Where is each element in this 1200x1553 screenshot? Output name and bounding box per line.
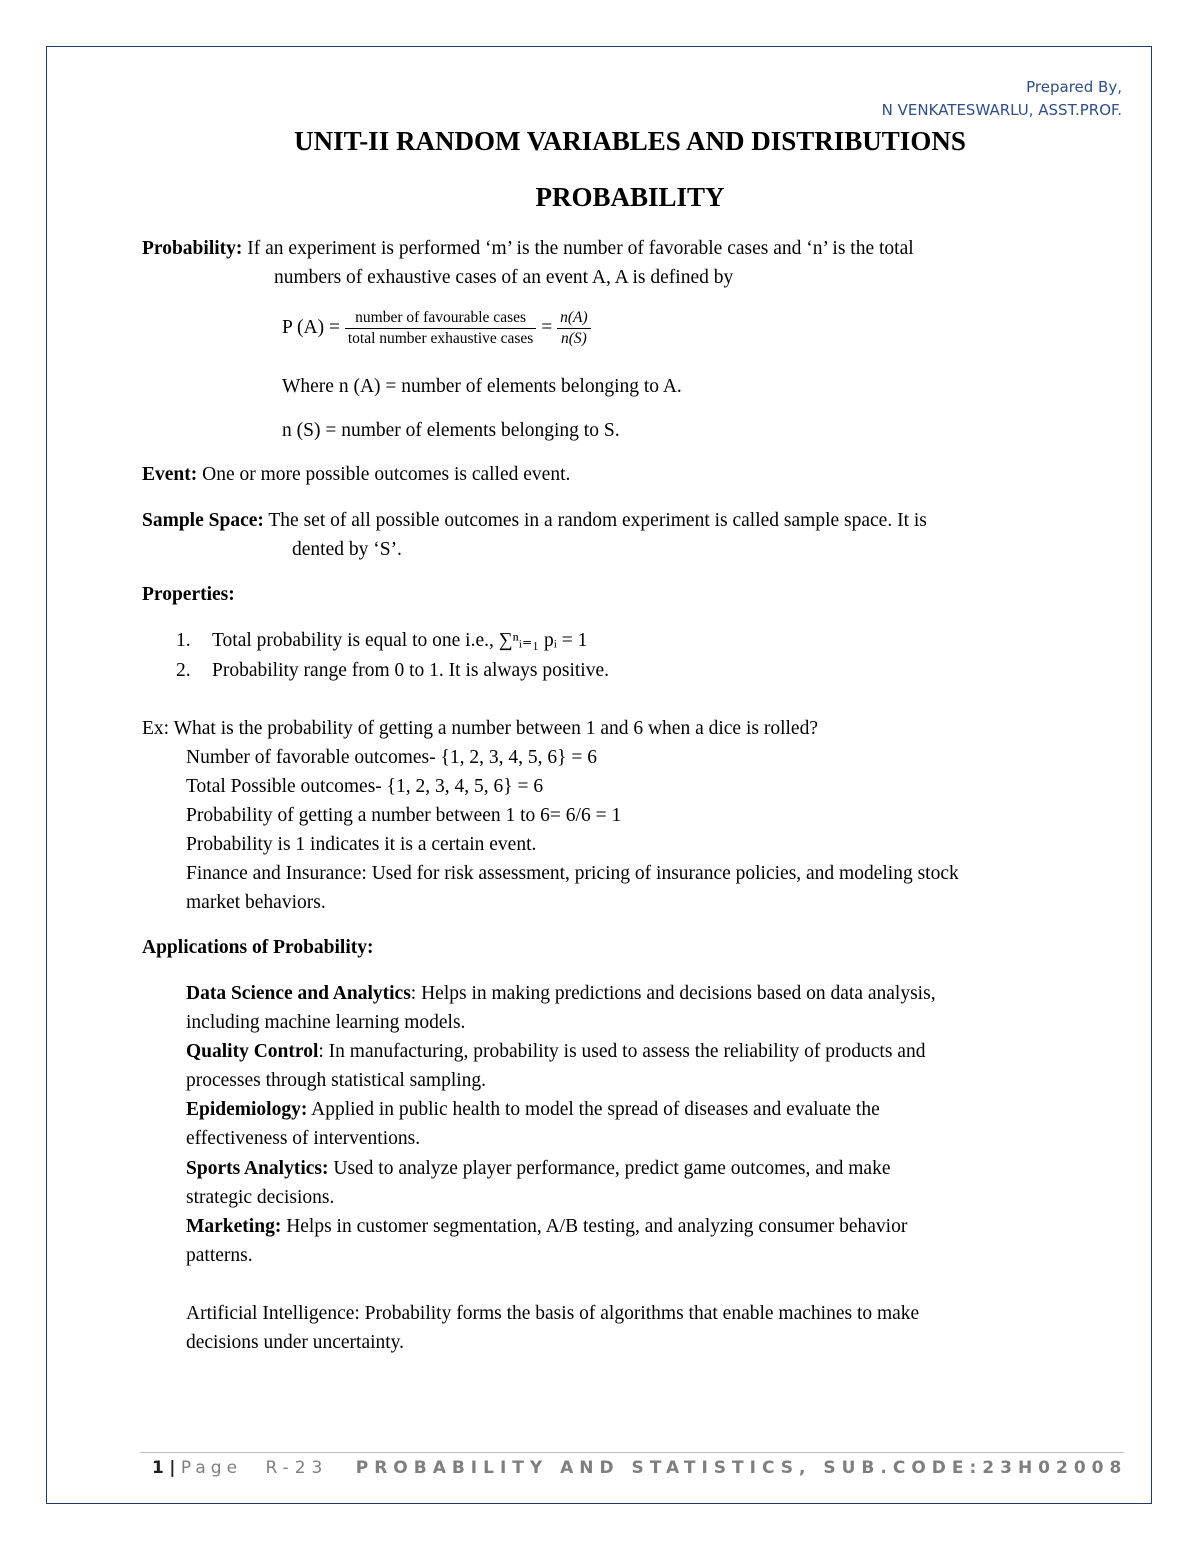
probability-definition-line2: numbers of exhaustive cases of an event A, A is defined by [274,267,734,288]
example-line: Probability is 1 indicates it is a certain event. [186,834,537,855]
application-item-line1: Data Science and Analytics: Helps in making predictions and decisions based on data analysis, [186,983,936,1004]
application-item-line2: processes through statistical sampling. [186,1070,487,1091]
property-item-1: 1. Total probability is equal to one i.e., ∑ⁿᵢ₌₁ pᵢ = 1 [176,630,588,651]
application-item-line2: patterns. [186,1245,253,1266]
section-title: PROBABILITY [535,182,725,212]
page-footer [152,1458,1127,1478]
probability-term: Probability: [142,238,243,259]
formula-fraction-words: $\frac{\text{number of favourable cases}}{\text{total number exhaustive cases}}$ [345,308,537,349]
unit-title: UNIT-II RANDOM VARIABLES AND DISTRIBUTIONS [294,126,966,156]
applications-heading: Applications of Probability: [142,937,374,958]
page-label: Page [180,1458,243,1478]
ai-application-line1: Artificial Intelligence: Probability forms the basis of algorithms that enable machines to make [186,1303,920,1324]
example-line: Total Possible outcomes- {1, 2, 3, 4, 5, 6} = 6 [186,776,544,797]
subject-code: PROBABILITY AND STATISTICS, SUB.CODE:23H02008 [355,1458,1128,1478]
author-name: N VENKATESWARLU, ASST.PROF. [881,101,1122,119]
property-item-2: 2. Probability range from 0 to 1. It is always positive. [176,660,609,681]
where-na: Where n (A) = number of elements belonging to A. [282,376,682,397]
example-line: Number of favorable outcomes- {1, 2, 3, 4, 5, 6} = 6 [186,747,597,768]
ai-application-line2: decisions under uncertainty. [186,1332,405,1353]
application-item-line1: Sports Analytics: Used to analyze player performance, predict game outcomes, and make [186,1158,891,1179]
course-code: R-23 [265,1458,329,1478]
formula-fraction-symbols: $\frac{n(A)}{n(S)}$ [557,308,591,349]
sample-space-line2: dented by ‘S’. [292,539,402,560]
application-item-line2: including machine learning models. [186,1012,466,1033]
page-number: 1 [152,1458,164,1478]
probability-definition-line1: Probability: If an experiment is performed ‘m’ is the number of favorable cases and ‘n’ is the total [142,238,914,259]
example-question: Ex: What is the probability of getting a number between 1 and 6 when a dice is rolled? [142,718,818,739]
footer-divider [140,1452,1124,1453]
event-definition: Event: One or more possible outcomes is called event. [142,464,571,485]
sample-space-line1: Sample Space: The set of all possible outcomes in a random experiment is called sample space. It is [142,510,927,531]
example-line: Probability of getting a number between 1 to 6= 6/6 = 1 [186,805,622,826]
where-ns: n (S) = number of elements belonging to S. [282,420,620,441]
properties-heading: Properties: [142,584,235,605]
probability-formula: P (A) = $\frac{\text{number of favourable cases}}{\text{total number exhaustive cases}}$ = $\frac{n(A)}{n(S)}$ [282,306,591,350]
example-line: Finance and Insurance: Used for risk assessment, pricing of insurance policies, and modeling stock [186,863,959,884]
application-item-line1: Quality Control: In manufacturing, probability is used to assess the reliability of products and [186,1041,926,1062]
application-item-line2: strategic decisions. [186,1187,335,1208]
prepared-by-block [882,76,1122,122]
application-item-line1: Epidemiology: Applied in public health to model the spread of diseases and evaluate the [186,1099,880,1120]
sample-space-term: Sample Space: [142,510,264,531]
example-line: market behaviors. [186,892,326,913]
application-item-line1: Marketing: Helps in customer segmentation, A/B testing, and analyzing consumer behavior [186,1216,908,1237]
event-term: Event: [142,464,198,485]
prepared-by-label: Prepared By, [1026,78,1122,96]
footer-separator: | [169,1458,176,1478]
application-item-line2: effectiveness of interventions. [186,1128,421,1149]
